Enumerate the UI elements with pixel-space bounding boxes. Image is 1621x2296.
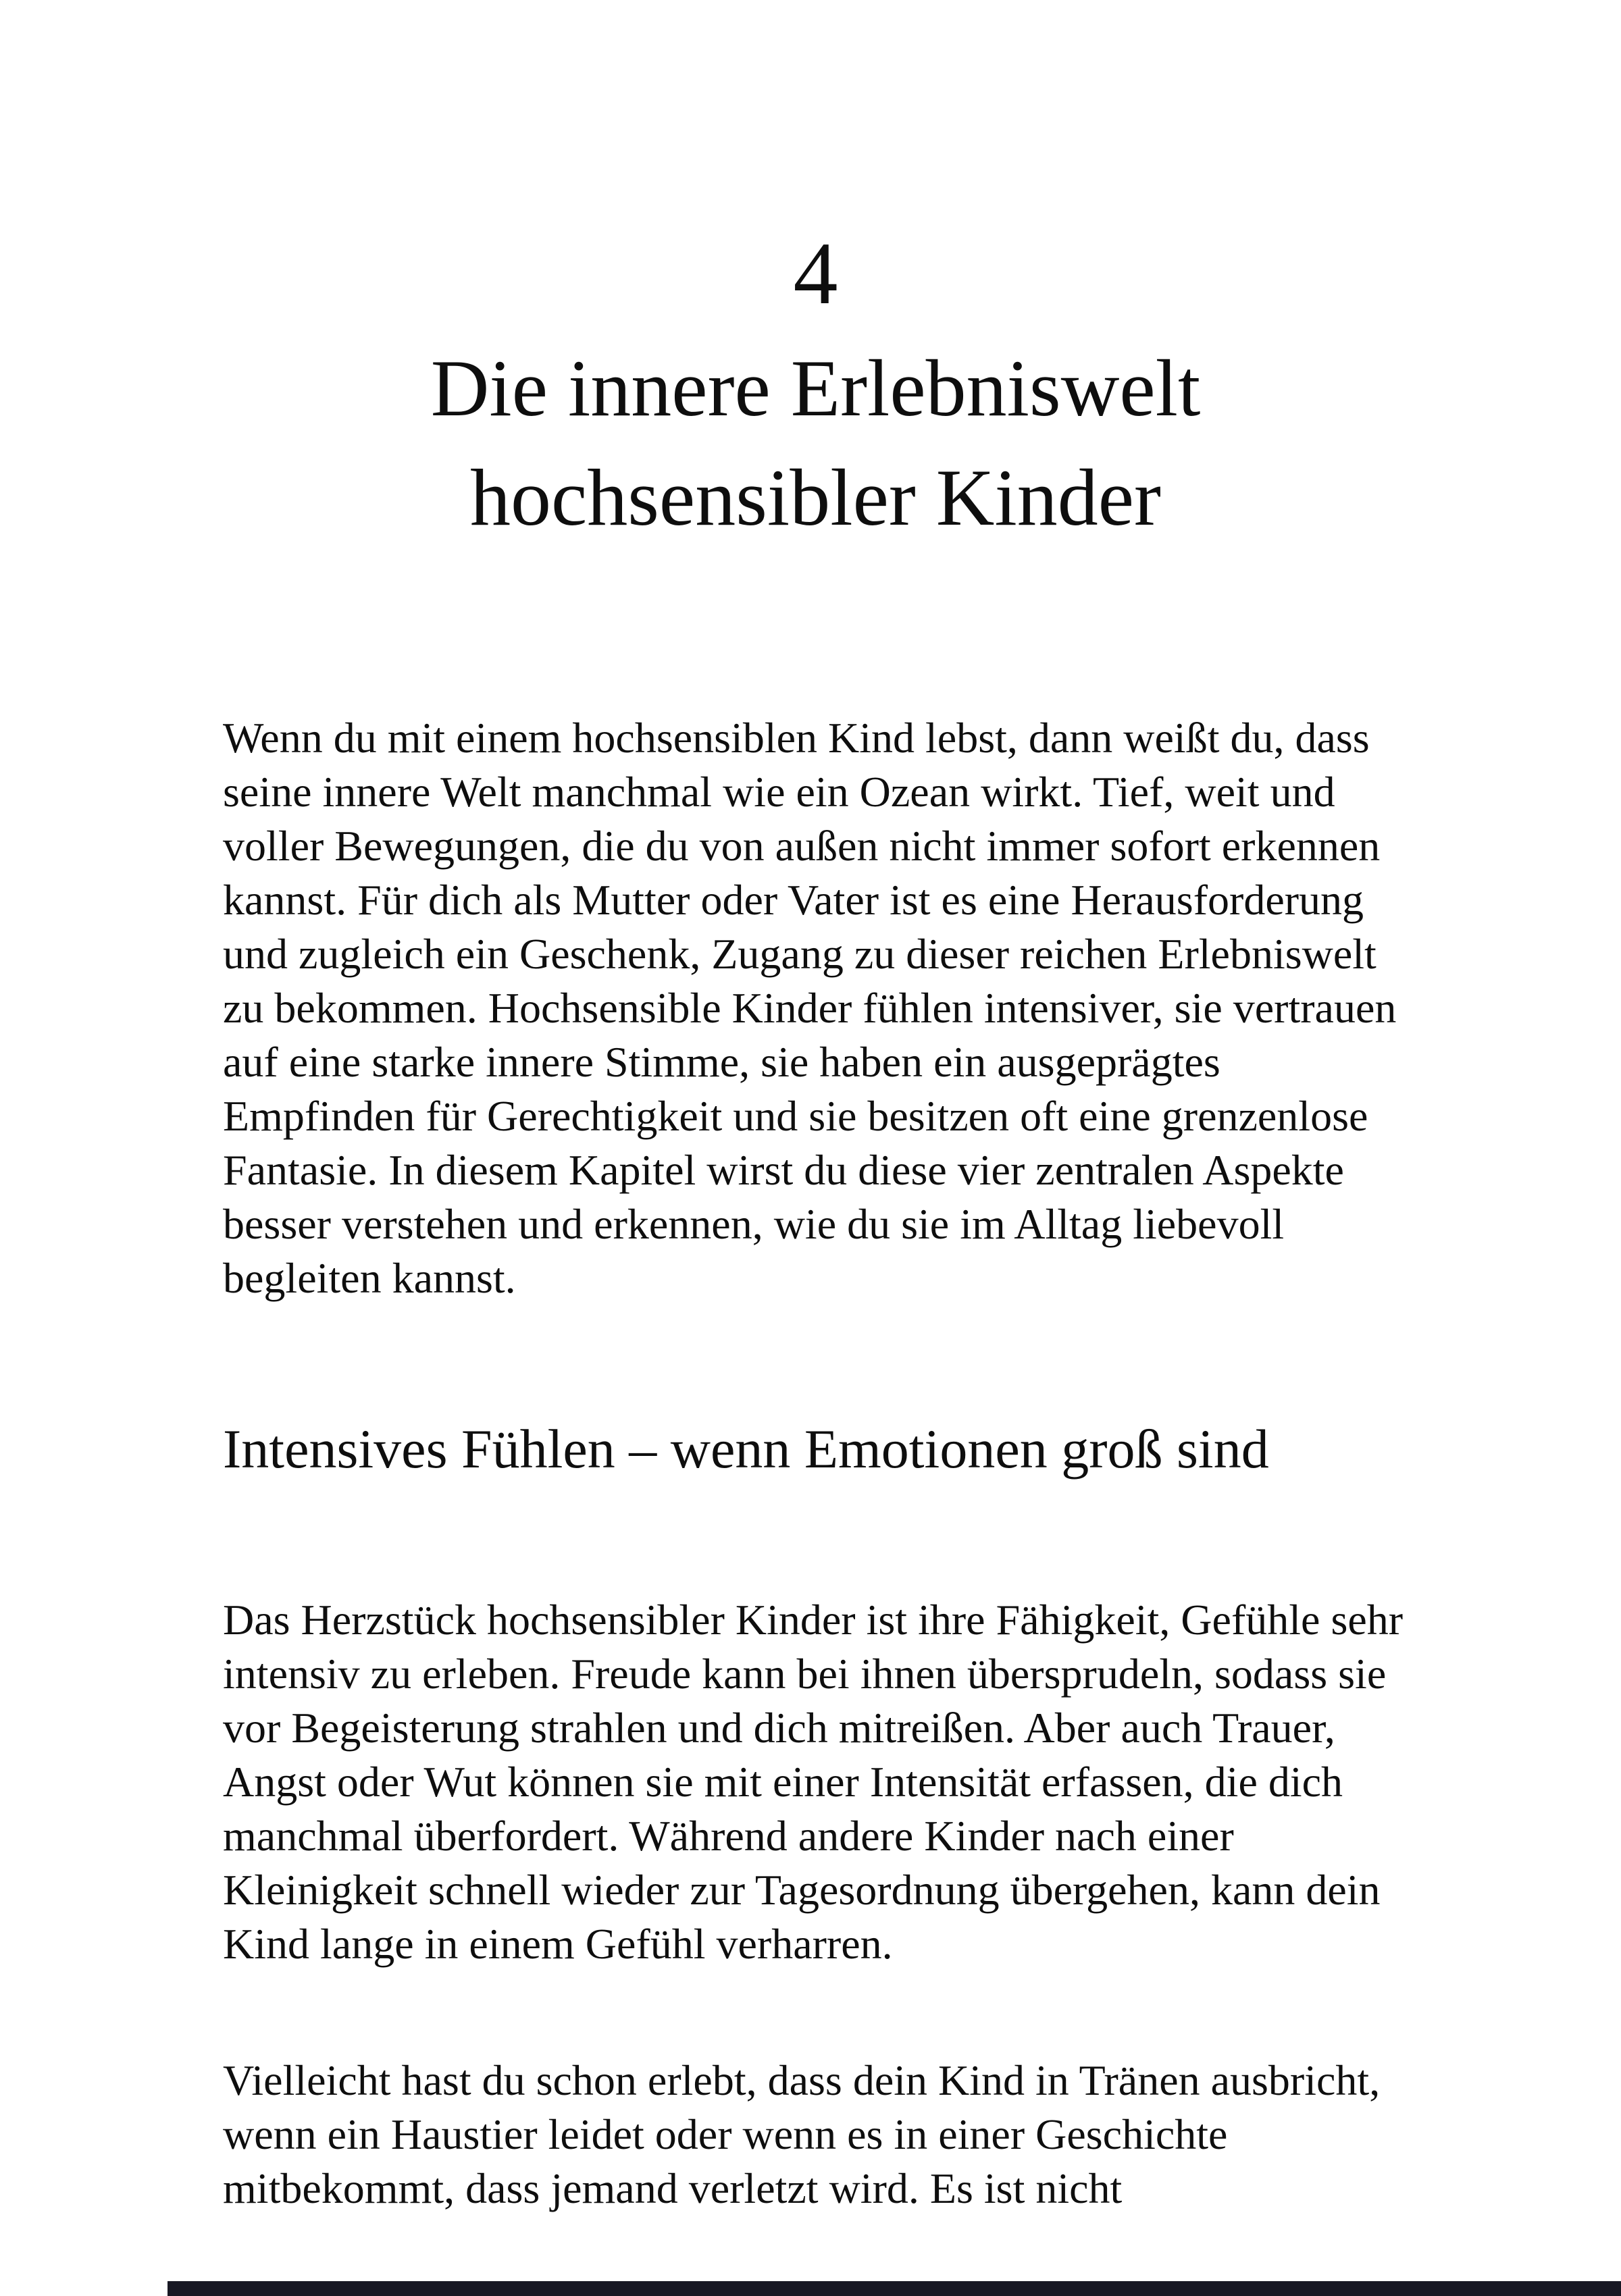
intro-paragraph: Wenn du mit einem hochsensiblen Kind lebst, dann weißt du, dass seine innere Welt manchmal wie ein Ozean wirkt. Tief, weit und voller Bewegungen, die du von außen nicht immer sofort erkennen kannst. Für dich als Mutter oder Vater ist es eine Herausforderung und zugleich ein Geschenk, Zugang zu dieser reichen Erlebniswelt zu bekommen. Hochsensible Kinder fühlen intensiver, sie vertrauen auf eine starke innere Stimme, sie haben ein ausgeprägtes Empfinden für Gerechtigkeit und sie besitzen oft eine grenzenlose Fantasie. In diesem Kapitel wirst du diese vier zentralen Aspekte besser verstehen und erkennen, wie du sie im Alltag liebevoll begleiten kannst. — [223, 714, 1397, 1302]
section-paragraph-1: Das Herzstück hochsensibler Kinder ist ihre Fähigkeit, Gefühle sehr intensiv zu erleben. Freude kann bei ihnen übersprudeln, sodass sie vor Begeisterung strahlen und dich mitreißen. Aber auch Trauer, Angst oder Wut können sie mit einer Intensität erfassen, die dich manchmal überfordert. Während andere Kinder nach einer Kleinigkeit schnell wieder zur Tagesordnung übergehen, kann dein Kind lange in einem Gefühl verharren. — [223, 1596, 1404, 1968]
section-paragraph-2: Vielleicht hast du schon erlebt, dass dein Kind in Tränen ausbricht, wenn ein Haustier leidet oder wenn es in einer Geschichte mitbekommt, dass jemand verletzt wird. Es ist nicht — [223, 2056, 1381, 2212]
bottom-edge-bar — [168, 2281, 1621, 2296]
chapter-title-line-2: hochsensibler Kinder — [469, 452, 1162, 542]
chapter-title-line-1: Die innere Erlebniswelt — [430, 343, 1201, 433]
chapter-title — [223, 334, 1408, 552]
section-heading: Intensives Fühlen – wenn Emotionen groß sind — [223, 1418, 1269, 1480]
chapter-number: 4 — [793, 224, 838, 323]
